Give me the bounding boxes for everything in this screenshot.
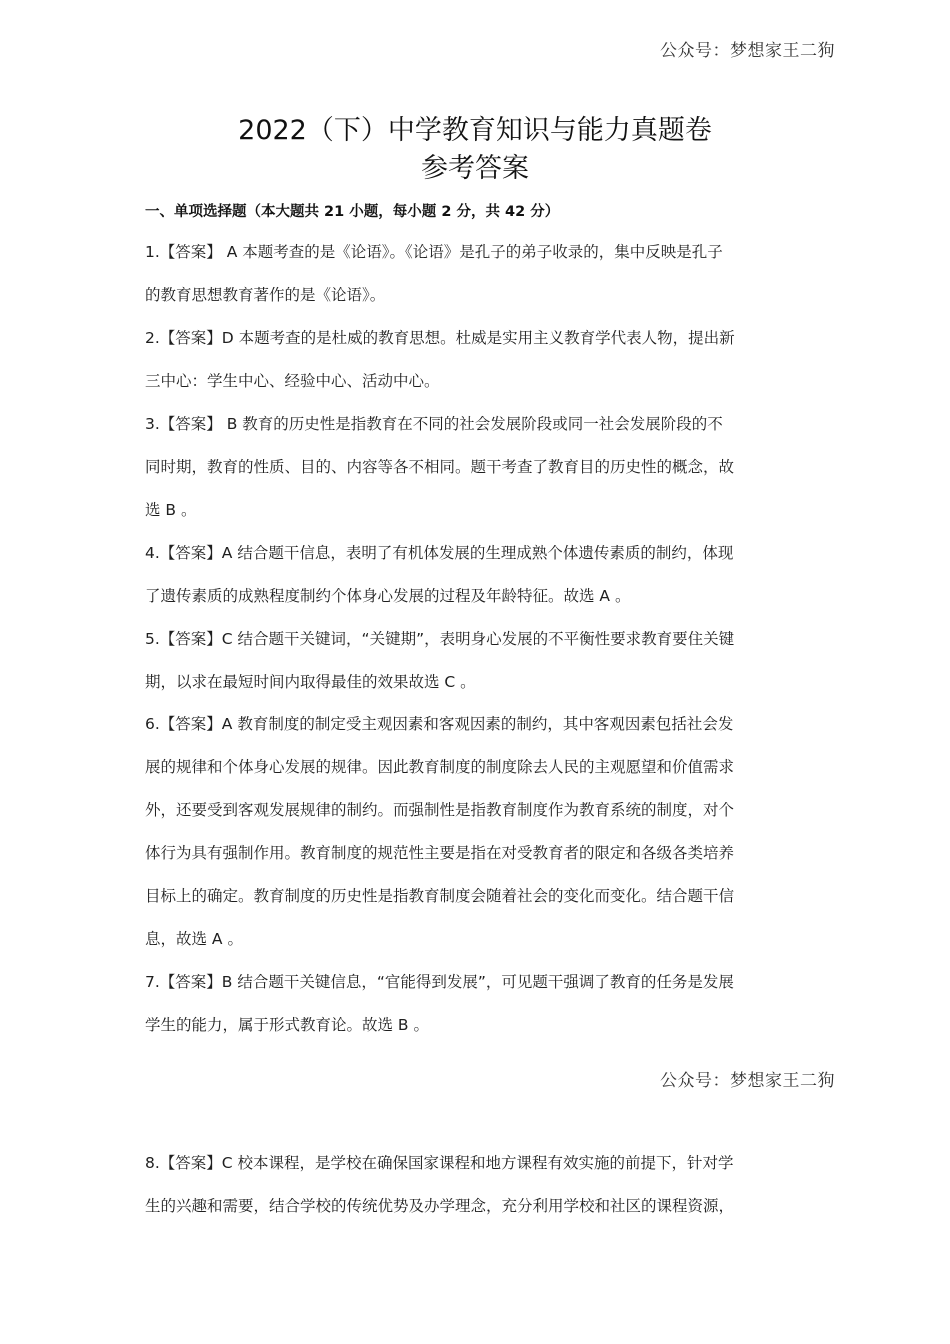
answer-line: 体行为具有强制作用。教育制度的规范性主要是指在对受教育者的限定和各级各类培养 [145,844,735,862]
section-heading: 一、单项选择题（本大题共 21 小题，每小题 2 分，共 42 分） [145,204,560,220]
document-title: 2022（下）中学教育知识与能力真题卷 [238,115,712,146]
answer-line: 7.【答案】B 结合题干关键信息，“官能得到发展”，可见题干强调了教育的任务是发展 [145,973,734,991]
answer-line: 期，以求在最短时间内取得最佳的效果故选 C 。 [145,673,476,691]
answer-line: 1.【答案】 A 本题考查的是《论语》。《论语》是孔子的弟子收录的，集中反映是孔子 [145,243,723,261]
answer-line: 展的规律和个体身心发展的规律。因此教育制度的制度除去人民的主观愿望和价值需求 [145,758,735,776]
answer-5 [145,618,805,704]
answer-line: 生的兴趣和需要，结合学校的传统优势及办学理念，充分利用学校和社区的课程资源， [145,1197,735,1215]
answer-4 [145,532,805,618]
answer-line: 选 B 。 [145,501,197,519]
answer-line: 了遗传素质的成熟程度制约个体身心发展的过程及年龄特征。故选 A 。 [145,587,631,605]
answer-line: 的教育思想教育著作的是《论语》。 [145,286,386,304]
answer-line: 息，故选 A 。 [145,930,243,948]
answer-3 [145,403,805,532]
answer-1 [145,231,805,317]
answer-8 [145,1142,805,1228]
answer-line: 4.【答案】A 结合题干信息，表明了有机体发展的生理成熟个体遗传素质的制约，体现 [145,544,734,562]
answer-line: 8.【答案】C 校本课程，是学校在确保国家课程和地方课程有效实施的前提下，针对学 [145,1154,734,1172]
answer-line: 同时期，教育的性质、目的、内容等各不相同。题干考查了教育目的历史性的概念，故 [145,458,735,476]
answer-line: 6.【答案】A 教育制度的制定受主观因素和客观因素的制约，其中客观因素包括社会发 [145,715,734,733]
answer-line: 3.【答案】 B 教育的历史性是指教育在不同的社会发展阶段或同一社会发展阶段的不 [145,415,723,433]
watermark-middle: 公众号：梦想家王二狗 [660,1071,835,1091]
watermark-top: 公众号：梦想家王二狗 [660,41,835,61]
answer-line: 2.【答案】D 本题考查的是杜威的教育思想。杜威是实用主义教育学代表人物，提出新 [145,329,735,347]
answer-line: 目标上的确定。教育制度的历史性是指教育制度会随着社会的变化而变化。结合题干信 [145,887,735,905]
answer-7 [145,961,805,1047]
answer-6 [145,703,805,961]
answer-line: 三中心：学生中心、经验中心、活动中心。 [145,372,440,390]
answer-line: 外，还要受到客观发展规律的制约。而强制性是指教育制度作为教育系统的制度，对个 [145,801,735,819]
answer-line: 5.【答案】C 结合题干关键词，“关键期”，表明身心发展的不平衡性要求教育要住关键 [145,630,735,648]
answer-line: 学生的能力，属于形式教育论。故选 B 。 [145,1016,429,1034]
answer-2 [145,317,805,403]
document-subtitle: 参考答案 [421,153,529,184]
